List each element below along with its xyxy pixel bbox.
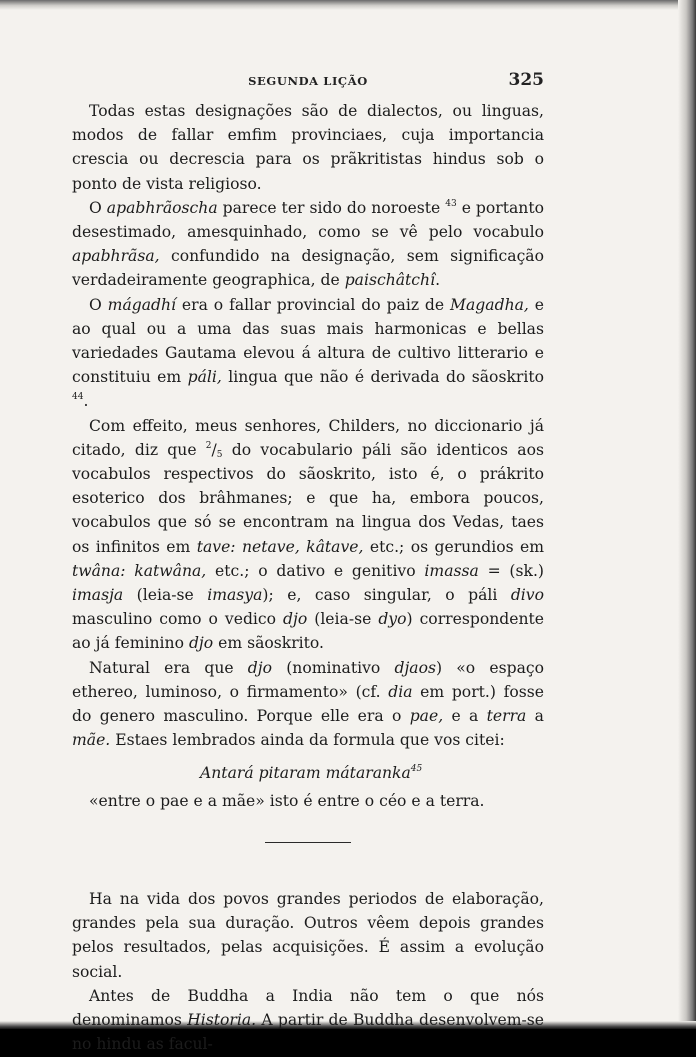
paragraph-3: O mágadhí era o fallar provincial do paiz de Magadha, e ao qual ou a uma das suas mais harmonicas e bellas variedades Gautama elevou á altura de cultivo litterario e constituiu em páli, lingua que não é derivada do sãoskrito $^{44}$.: [72, 295, 544, 411]
term-magadha: Magadha,: [450, 295, 529, 314]
term-paischatchi: paischâtchî: [344, 271, 436, 290]
fraction-two-fifths: $^2/_5$: [205, 440, 223, 460]
footnote-ref-45: 45: [410, 764, 423, 775]
verse-translation: «entre o pae e a mãe» isto é entre o céo e a terra.: [89, 791, 485, 810]
term-apabhraoscha: apabhrãoscha: [106, 198, 218, 217]
term-apabhrasa: apabhrãsa,: [72, 247, 160, 266]
page-binding-edge: [678, 0, 696, 1029]
page-number: 325: [508, 70, 544, 90]
term-historia: Historia.: [187, 1011, 257, 1030]
footnote-ref-43: 43: [445, 198, 457, 209]
paragraph-7: Antes de Buddha a India não tem o que nós denominamos Historia. A partir de Buddha desenvolvem-se no hindu as facul-: [72, 986, 545, 1054]
paragraph-1-text: Todas estas designações são de dialectos, ou linguas, modos de fallar emfim provinciaes, cuja importancia crescia ou decrescia para os prãkritistas hindus sob o ponto de vista religioso.: [72, 102, 544, 193]
term-pali: páli,: [187, 368, 222, 387]
verse-line: Antará pitaram mátaranka: [200, 764, 411, 783]
section-divider: [265, 842, 351, 843]
footnote-ref-44: 44: [72, 392, 84, 403]
paragraph-2: O apabhrãoscha parece ter sido do noroeste $^{43}$ e portanto desestimado, amesquinhado, como se vê pelo vocabulo apabhrãsa, confundido na designação, sem significação verdadeiramente geographica, de paischâtchî.: [72, 198, 545, 290]
paragraph-1: [72, 99, 544, 196]
page-top-edge: [0, 0, 696, 10]
paragraph-6: Ha na vida dos povos grandes periodos de elaboração, grandes pela sua duração. Outros vêem depois grandes pelos resultados, pelas acquisições. É assim a evolução social.: [72, 890, 544, 981]
running-title: SEGUNDA LIÇÃO: [248, 74, 368, 88]
quoted-verse: [72, 761, 544, 785]
page-header: [72, 70, 544, 94]
term-magadhi: mágadhí: [107, 295, 177, 314]
paragraph-5: Natural era que djo (nominativo djaos) «o espaço ethereo, luminoso, o firmamento» (cf. dia em port.) fosse do genero masculino. Porque elle era o pae, e a terra a mãe. Estaes lembrados ainda da formula que vos citei:: [72, 658, 545, 750]
body-text: [72, 99, 544, 1057]
paragraph-4: Com effeito, meus senhores, Childers, no diccionario já citado, diz que $^2/_5$ do vocabulario páli são identicos aos vocabulos respectivos do sãoskrito, isto é, o prákrito esoterico dos brâhmanes; e que ha, embora poucos, vocabulos que só se encontram na lingua dos Vedas, taes os infinitos em tave: netave, kâtave, etc.; os gerundios em twâna: katwâna, etc.; o dativo e genitivo imassa = (sk.) imasja (leia-se imasya); e, caso singular, o páli divo masculino como o vedico djo (leia-se dyo) correspondente ao já feminino djo em sãoskrito.: [72, 416, 544, 653]
